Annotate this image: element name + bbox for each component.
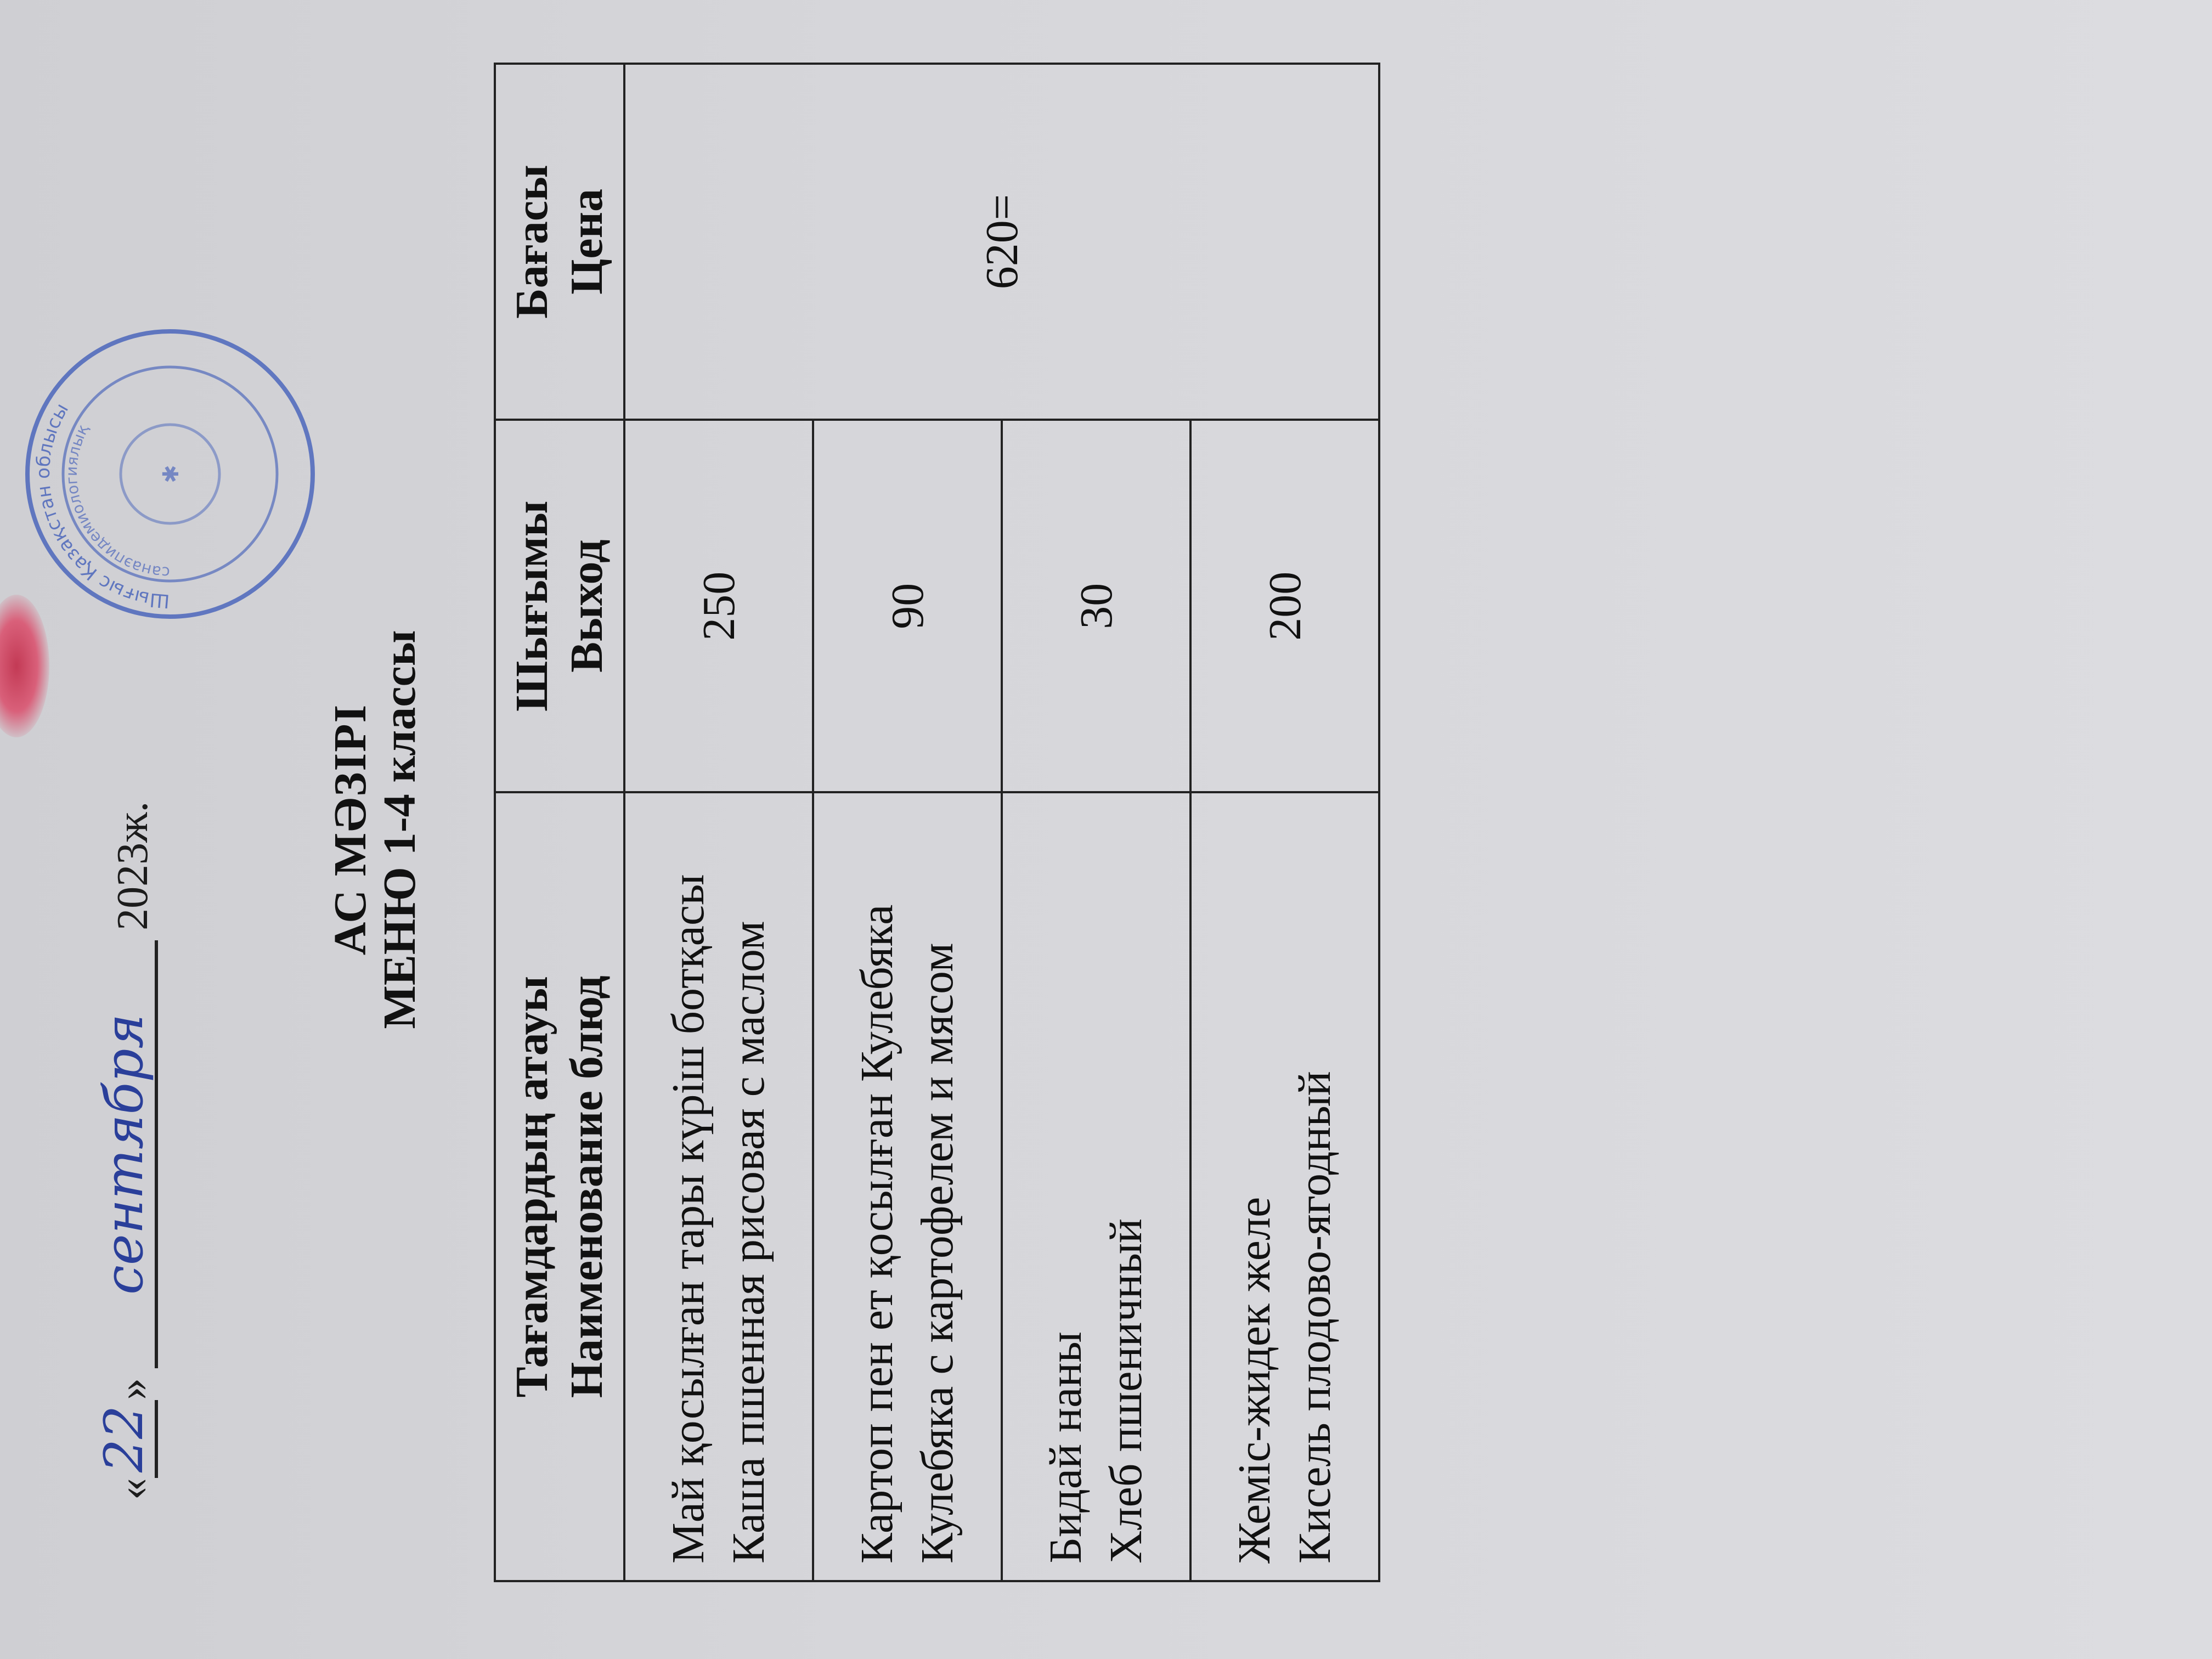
dish-output-cell: 250 [624,420,813,792]
menu-title-ru: МЕНЮ 1-4 классы [374,630,425,1029]
header-price: Бағасы Цена [495,64,624,420]
date-month: сентября [93,940,158,1368]
dish-name-cell: Бидай наны Хлеб пшеничный [1002,792,1190,1581]
dish-output-cell: 90 [813,420,1002,792]
svg-text:Шығыс Қазақстан облысы: Шығыс Қазақстан облысы [32,399,171,612]
menu-table [494,63,1380,1582]
header-dish-name: Тағамдардың атауы Наименование блюд [495,792,624,1581]
svg-text:✱: ✱ [159,465,184,483]
svg-text:санаэпидемиологиялық: санаэпидемиологиялық [62,421,171,582]
stamp-seal [16,320,324,628]
date-open-quote: « [109,1478,157,1500]
menu-document [5,0,1388,1659]
table-header-row [495,64,624,1581]
date-day: 22 [93,1400,158,1478]
price-cell: 620= [624,64,1379,420]
header-output: Шығымы Выход [495,420,624,792]
date-line [93,802,158,1500]
table-row [624,64,813,1581]
dish-name-cell: Жеміс-жидек желе Кисель плодово-ягодный [1190,792,1379,1581]
dish-name-cell: Май қосылған тары күріш ботқасы Каша пшенная рисовая с маслом [624,792,813,1581]
date-year: 2023ж. [109,801,157,930]
dish-output-cell: 200 [1190,420,1379,792]
date-close-quote: » [109,1378,157,1400]
dish-output-cell: 30 [1002,420,1190,792]
dish-name-cell: Картоп пен ет қосылған Кулебяка Кулебяка с картофелем и мясом [813,792,1002,1581]
menu-title-kz: АС МӘЗІРІ [325,703,376,956]
